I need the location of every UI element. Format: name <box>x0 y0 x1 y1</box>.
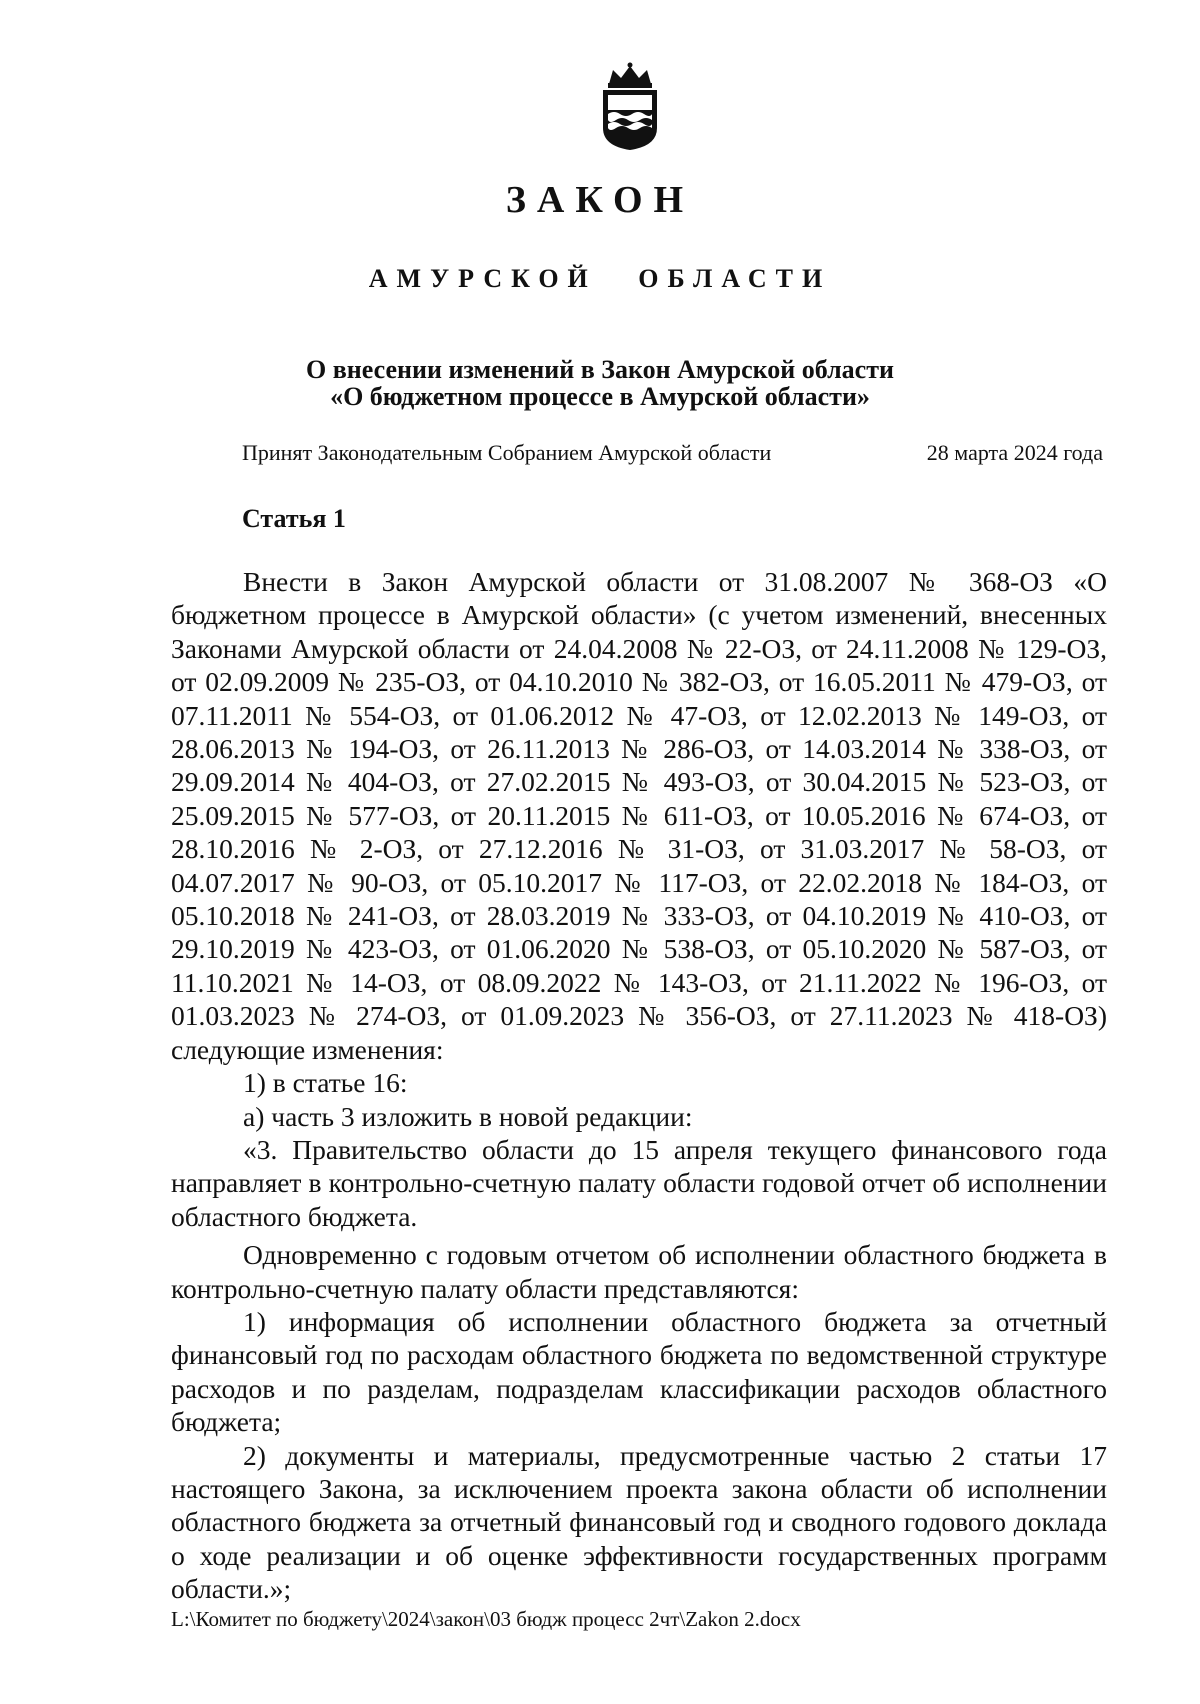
paragraph: а) часть 3 изложить в новой редакции: <box>243 1100 693 1132</box>
paragraph: 2) документы и материалы, предусмотренные частью 2 статьи 17 настоящего Закона, за исключением проекта закона области об исполнении областного бюджета за отчетный финансовый год и сводного годового доклада о ходе реализации и об оценке эффективности государственных программ области.»; <box>171 1439 1107 1605</box>
paragraph: 1) информация об исполнении областного бюджета за отчетный финансовый год по расходам областного бюджета по ведомственной структуре расходов и по разделам, подразделам классификации расходов областного бюджета; <box>171 1305 1107 1438</box>
law-heading-line-1: О внесении изменений в Закон Амурской области <box>306 355 894 384</box>
paragraph: Одновременно с годовым отчетом об исполнении областного бюджета в контрольно-счетную палату области представляются: <box>171 1239 1107 1304</box>
document-subtitle: АМУРСКОЙ ОБЛАСТИ <box>368 264 832 293</box>
article-title: Статья 1 <box>242 504 346 533</box>
amur-oblast-coat-of-arms-icon <box>595 62 665 152</box>
paragraph: «3. Правительство области до 15 апреля текущего финансового года направляет в контрольно-счетную палату области годовой отчет об исполнении областного бюджета. <box>171 1133 1107 1232</box>
adopted-by: Принят Законодательным Собранием Амурской области <box>242 440 772 465</box>
law-heading-line-2: «О бюджетном процессе в Амурской области» <box>330 382 870 411</box>
adoption-line <box>242 440 1103 466</box>
paragraph: 1) в статье 16: <box>243 1067 408 1099</box>
article-body <box>171 565 1107 1606</box>
law-heading <box>0 356 1200 410</box>
paragraph: Внести в Закон Амурской области от 31.08.2007 № 368-ОЗ «О бюджетном процессе в Амурской области» (с учетом изменений, внесенных Законами Амурской области от 24.04.2008 № 22-ОЗ, от 24.11.2008 № 129-ОЗ, от 02.09.2009 № 235-ОЗ, от 04.10.2010 № 382-ОЗ, от 16.05.2011 № 479-ОЗ, от 07.11.2011 № 554-ОЗ, от 01.06.2012 № 47-ОЗ, от 12.02.2013 № 149-ОЗ, от 28.06.2013 № 194-ОЗ, от 26.11.2013 № 286-ОЗ, от 14.03.2014 № 338-ОЗ, от 29.09.2014 № 404-ОЗ, от 27.02.2015 № 493-ОЗ, от 30.04.2015 № 523-ОЗ, от 25.09.2015 № 577-ОЗ, от 20.11.2015 № 611-ОЗ, от 10.05.2016 № 674-ОЗ, от 28.10.2016 № 2-ОЗ, от 27.12.2016 № 31-ОЗ, от 31.03.2017 № 58-ОЗ, от 04.07.2017 № 90-ОЗ, от 05.10.2017 № 117-ОЗ, от 22.02.2018 № 184-ОЗ, от 05.10.2018 № 241-ОЗ, от 28.03.2019 № 333-ОЗ, от 04.10.2019 № 410-ОЗ, от 29.10.2019 № 423-ОЗ, от 01.06.2020 № 538-ОЗ, от 05.10.2020 № 587-ОЗ, от 11.10.2021 № 14-ОЗ, от 08.09.2022 № 143-ОЗ, от 21.11.2022 № 196-ОЗ, от 01.03.2023 № 274-ОЗ, от 01.09.2023 № 356-ОЗ, от 27.11.2023 № 418-ОЗ) следующие изменения: <box>171 566 1107 1065</box>
file-path-footer: L:\Комитет по бюджету\2024\закон\03 бюдж процесс 2чт\Zakon 2.docx <box>171 1607 801 1631</box>
document-title: ЗАКОН <box>505 179 695 221</box>
adopted-date: 28 марта 2024 года <box>926 440 1103 465</box>
